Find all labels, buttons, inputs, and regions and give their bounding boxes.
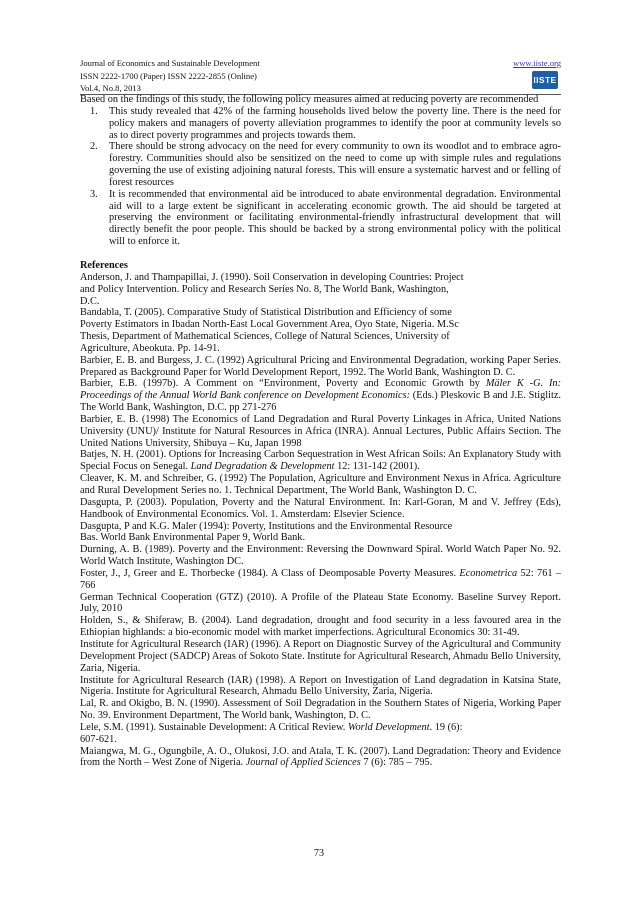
reference-entry: Barbier, E. B. and Burgess, J. C. (1992) Agricultural Pricing and Environmental Degradation, working Paper Series. Prepared as Background Paper for World Development Report, 1992. The World Bank, Washington D. C.: [80, 354, 561, 378]
reference-entry: [80, 378, 561, 414]
reference-entry: Cleaver, K. M. and Schreiber, G. (1992) The Population, Agriculture and Environment Nexus in Africa. Agriculture and Rural Development Series no. 1. Technical Department, The World Bank, Washington D. C.: [80, 473, 561, 496]
reference-italic-title: Econometrica: [459, 567, 518, 579]
reference-line: Poverty Estimators in Ibadan North-East Local Government Area, Oyo State, Nigeria. M.Sc: [80, 319, 459, 331]
reference-entry: [80, 449, 561, 473]
recommendation-text: There should be strong advocacy on the need for every community to own its woodlot and to embrace agro-forestry. Communities should also be sensitized on the need to come up with simple rules and regulations governing the use of existing adjoining natural forests. This will ensure a systematic harvest and or felling of forest resources: [109, 141, 561, 188]
reference-text: Maiangwa, M. G., Ogungbile, A. O., Olukosi, J.O. and Atala, T. K. (2007). Land Degradation: Theory and Evidence from the North – West Zone of Nigeria.: [80, 745, 561, 769]
reference-text: 7 (6): 785 – 795.: [360, 757, 433, 769]
recommendation-item: [80, 189, 561, 248]
recommendation-number: 2.: [90, 141, 98, 153]
reference-entry: German Technical Cooperation (GTZ) (2010). A Profile of the Plateau State Economy. Baseline Survey Report. July, 2010: [80, 591, 561, 615]
references-list: [80, 272, 561, 769]
reference-line: Agriculture, Abeokuta. Pp. 14-91.: [80, 342, 220, 354]
recommendation-number: 1.: [90, 105, 98, 117]
reference-italic-title: Journal of Applied Sciences: [245, 757, 361, 769]
reference-italic-title: Land Degradation & Development: [190, 461, 335, 473]
reference-entry: Institute for Agricultural Research (IAR) (1996). A Report on Diagnostic Survey of the Agricultural and Community Development Project (SADCP) Areas of Sokoto State. Institute for Agricultural Research, Ahmadu Bello University, Zaria, Nigeria.: [80, 638, 561, 674]
reference-entry: Lal, R. and Okigbo, B. N. (1990). Assessment of Soil Degradation in the Southern States of Nigeria, Working Paper No. 39. Environment Department, The World bank, Washington, D. C.: [80, 698, 561, 722]
reference-line: Bandabla, T. (2005). Comparative Study of Statistical Distribution and Efficiency of some: [80, 307, 452, 319]
recommendation-item: [80, 106, 561, 142]
reference-text: Foster, J., J, Greer and E. Thorbecke (1984). A Class of Deomposable Poverty Measures.: [80, 567, 460, 579]
reference-line: Dasgupta, P and K.G. Maler (1994): Poverty, Institutions and the Environmental Resource: [80, 520, 453, 532]
reference-entry: Durning, A. B. (1989). Poverty and the Environment: Reversing the Downward Spiral. World Watch Paper No. 92. World Watch Institute, Washington DC.: [80, 544, 561, 568]
reference-entry: Barbier, E. B. (1998) The Economics of Land Degradation and Rural Poverty Linkages in Africa, United Nations University (UNU)/ Institute for Natural Resources in Africa (INRA). Annual Lectures, Public Affairs Section. The United Nations University, Shibuya – Ku, Japan 1998: [80, 413, 561, 449]
document-body: [80, 94, 561, 769]
reference-italic-title: World Development: [347, 721, 430, 733]
intro-paragraph: Based on the findings of this study, the following policy measures aimed at reducing poverty are recommended: [80, 94, 539, 105]
recommendation-text: It is recommended that environmental aid be introduced to abate environmental degradation. Environmental aid will to a large extent be significant in accelerating economic growth. The aid should be targeted at preserving the environment or facilitating environmental-friendly infrastructural development that will directly benefit the poor people. This should be backed by a strong environmental policy with the political will to enforce it.: [109, 188, 561, 248]
reference-entry: Dasgupta, P. (2003). Population, Poverty and the Natural Environment. In: Karl-Goran, M and V. Jeffrey (Eds), Handbook of Environmental Economics. Vol. 1. Amsterdam: Elsevier Science.: [80, 496, 561, 520]
reference-text: (Eds.) Pleskovic B and J.E. Stiglitz. The World Bank, Washington, D.C. pp 271-276: [80, 390, 561, 414]
reference-line: and Policy Intervention. Policy and Research Series No. 8, The World Bank, Washington,: [80, 283, 449, 295]
reference-line: 607-621.: [80, 733, 117, 745]
reference-entry: [80, 568, 561, 592]
reference-line: D.C.: [80, 295, 100, 307]
recommendations-list: [80, 106, 561, 248]
reference-line: Anderson, J. and Thampapillai, J. (1990). Soil Conservation in developing Countries: Project: [80, 271, 464, 283]
journal-volume: Vol.4, No.8, 2013: [80, 83, 141, 94]
iiste-logo: IISTE: [532, 71, 558, 89]
references-heading: References: [80, 259, 128, 271]
reference-line: Bas. World Bank Environmental Paper 9, World Bank.: [80, 532, 306, 544]
page-number: 73: [314, 848, 324, 859]
reference-text: 12: 131-142 (2001).: [334, 461, 420, 473]
reference-entry: Institute for Agricultural Research (IAR) (1998). A Report on Investigation of Land degradation in Katsina State, Nigeria. Institute for Agricultural Research, Ahmadu Bello University, Zaria, Nigeria.: [80, 674, 561, 698]
reference-text: Barbier, E.B. (1997b). A Comment on “Environment, Poverty and Economic Growth by: [80, 378, 486, 390]
reference-line: [80, 722, 561, 734]
journal-issn: ISSN 2222-1700 (Paper) ISSN 2222-2855 (Online): [80, 70, 257, 81]
reference-entry: [80, 746, 561, 770]
journal-url-link[interactable]: www.iiste.org: [513, 58, 561, 68]
reference-text: Batjes, N. H. (2001). Options for Increasing Carbon Sequestration in West African Soils: An Explanatory Study with Special Focus on Senegal.: [80, 449, 561, 473]
reference-text: . 19 (6):: [429, 721, 463, 733]
recommendation-item: [80, 141, 561, 188]
recommendation-number: 3.: [90, 188, 98, 200]
journal-header: [80, 57, 561, 95]
reference-entry: Holden, S., & Shiferaw, B. (2004). Land degradation, drought and food security in a less favoured area in the Ethiopian highlands: a bio-economic model with market imperfections. Agricultural Economics 30: 31-49.: [80, 615, 561, 639]
reference-text: Lele, S.M. (1991). Sustainable Development: A Critical Review.: [80, 721, 348, 733]
journal-name: Journal of Economics and Sustainable Development: [80, 58, 260, 68]
recommendation-text: This study revealed that 42% of the farming households lived below the poverty line. There is the need for policy makers and managers of poverty alleviation programmes to identify the poor at community levels so as to direct poverty programmes and projects towards them.: [109, 105, 561, 141]
reference-text: 52: 761 – 766: [80, 567, 561, 591]
reference-italic-title: Mäler K -G. In: Proceedings of the Annual World Bank conference on Development Economics:: [80, 378, 562, 402]
reference-line: Thesis, Department of Mathematical Sciences, College of Natural Sciences, University of: [80, 331, 450, 343]
